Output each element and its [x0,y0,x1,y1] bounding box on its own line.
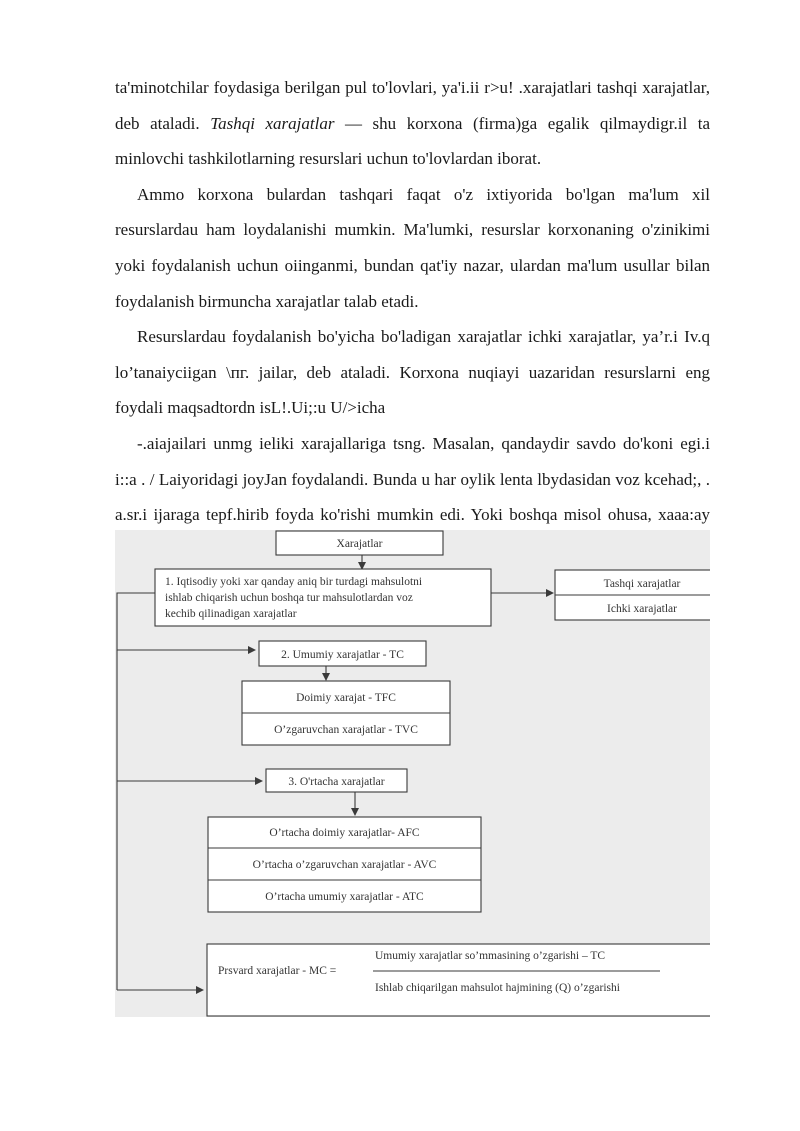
step2-title: 2. Umumiy xarajatlar - TC [281,649,404,661]
step2-item-tvc: O’zgaruvchan xarajatlar - TVC [274,724,418,736]
costs-diagram [115,530,710,1017]
paragraph-1-start: ta'minotchilar foydasiga berilgan pul to'lovlari, ya'i.ii r>u! .xarajatlari tashqi xarajatlar, deb ataladi. [115,78,710,133]
body-text [115,70,710,568]
term-tashqi-xarajatlar: Tashqi xarajatlar [210,113,335,133]
side-item-tashqi: Tashqi xarajatlar [603,578,681,590]
step3-item-avc: O’rtacha o’zgaruvchan xarajatlar - AVC [252,859,437,871]
step4-numerator: Umumiy xarajatlar so’mmasining o’zgarishi – TC [375,950,606,962]
costs-diagram-svg [115,530,710,1017]
step2-item-tfc: Doimiy xarajat - TFC [296,692,396,704]
step1-line3: kechib qilinadigan xarajatlar [165,608,297,620]
step1-line2: ishlab chiqarish uchun boshqa tur mahsulotlardan voz [165,592,413,604]
root-label: Xarajatlar [336,538,383,550]
step3-item-atc: O’rtacha umumiy xarajatlar - ATC [265,891,424,903]
side-item-ichki: Ichki xarajatlar [607,603,677,615]
step4-denominator: Ishlab chiqarilgan mahsulot hajmining (Q) o’zgarishi [375,982,620,994]
step4-label: Prsvard xarajatlar - MC = [218,965,337,977]
step3-item-afc: O’rtacha doimiy xarajatlar- AFC [269,827,420,839]
paragraph-1-end: — shu korxona (firma)ga egalik qilmaydigr.il ta minlovchi tashkilotlarning resurslari uchun to'lovlardan iborat. [115,113,710,169]
paragraph-2: Ammo korxona bulardan tashqari faqat o'z ixtiyorida bo'lgan ma'lum xil resurslardau ham loydalanishi mumkin. Ma'lumki, resurslar korxonaning o'zinikimi yoki foydalanish uchun oiinganmi, bundan qat'iy nazar, ulardan ma'lum usullar bilan foydalanish birmuncha xarajatlar talab etadi. [115,184,710,311]
step3-title: 3. O'rtacha xarajatlar [288,776,385,788]
paragraph-4: -.aiajailari unmg ieliki xarajallariga tsng. Masalan, qandaydir savdo do'koni egi.i i::a . / Laiyoridagi joyJan foydalandi. Bunda u har oylik lenta lbydasidan voz kcehad;, . a.sr.i ijaraga tepf.hirib foyda ko'rishi mumkin edi. Yoki boshqa misol ohusa, xaaa:ay [115,433,710,525]
paragraph-1 [115,70,710,177]
paragraph-3: Resurslardau foydalanish bo'yicha bo'ladigan xarajatlar ichki xarajatlar, ya’r.i Iv.q lo’tanaiyciigan \пг. jailar, deb ataladi. Korxona nuqiayi uazaridan resurslarni eng foydali maqsadtordn isL!.Ui;:u U/>icha [115,327,710,418]
step1-line1: 1. Iqtisodiy yoki xar qanday aniq bir turdagi mahsulotni [165,576,423,588]
